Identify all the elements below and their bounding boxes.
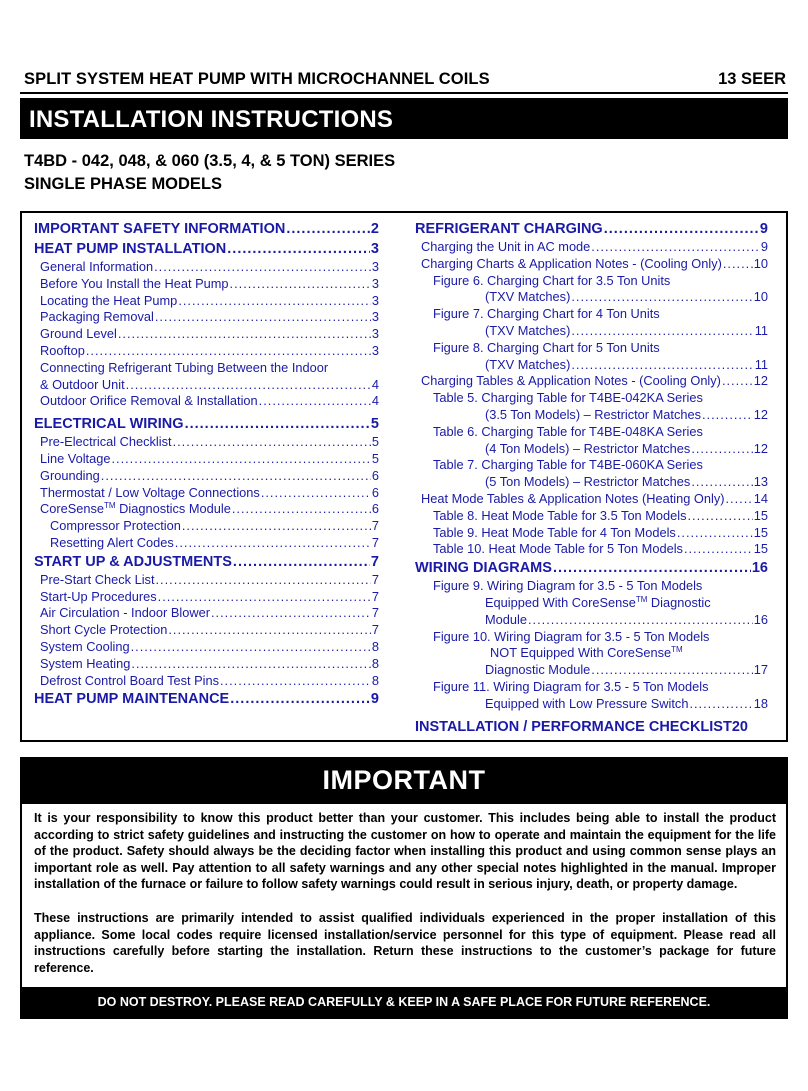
toc-item[interactable]: System Heating ..... 8	[34, 656, 379, 673]
toc-item[interactable]: Resetting Alert Codes ..... 7	[34, 535, 379, 552]
toc-section-startup[interactable]: START UP & ADJUSTMENTS ..... 7	[34, 552, 379, 572]
toc-item[interactable]: Pre-Electrical Checklist ..... 5	[34, 434, 379, 451]
toc-item[interactable]: General Information ..... 3	[34, 259, 379, 276]
toc-item[interactable]: Ground Level ..... 3	[34, 326, 379, 343]
toc-item[interactable]: Outdoor Orifice Removal & Installation ..... 4	[34, 393, 379, 410]
toc-section-checklist[interactable]: INSTALLATION / PERFORMANCE CHECKLIST20	[415, 718, 748, 735]
toc-item[interactable]: Short Cycle Protection ..... 7	[34, 622, 379, 639]
toc-item[interactable]: Equipped With CoreSense™ Diagnostic	[485, 594, 711, 610]
toc-item[interactable]: & Outdoor Unit ..... 4	[34, 377, 379, 394]
toc-item[interactable]: (3.5 Ton Models) – Restrictor Matches ..... 12	[415, 407, 768, 424]
toc-item[interactable]: Locating the Heat Pump ..... 3	[34, 293, 379, 310]
trademark-superscript: TM	[635, 594, 648, 604]
installation-instructions-banner: INSTALLATION INSTRUCTIONS	[20, 98, 788, 139]
toc-item[interactable]: Grounding ..... 6	[34, 468, 379, 485]
trademark-superscript: TM	[104, 501, 116, 511]
toc-item[interactable]: Table 7. Charging Table for T4BE-060KA Series	[433, 457, 703, 473]
toc-item[interactable]: Pre-Start Check List ..... 7	[34, 572, 379, 589]
table-of-contents	[20, 211, 788, 742]
toc-item[interactable]: NOT Equipped With CoreSense™	[490, 645, 683, 661]
important-banner: IMPORTANT	[20, 757, 788, 804]
model-series-line: T4BD - 042, 048, & 060 (3.5, 4, & 5 TON) SERIES	[24, 152, 396, 170]
header-rule	[20, 92, 788, 94]
toc-item[interactable]: Table 8. Heat Mode Table for 3.5 Ton Models ..... 15	[415, 508, 768, 525]
toc-item[interactable]: (4 Ton Models) – Restrictor Matches ..... 12	[415, 441, 768, 458]
toc-item[interactable]: Compressor Protection ..... 7	[34, 518, 379, 535]
toc-item[interactable]: Rooftop ..... 3	[34, 343, 379, 360]
toc-item[interactable]: Air Circulation - Indoor Blower ..... 7	[34, 605, 379, 622]
toc-item[interactable]: Packaging Removal ..... 3	[34, 309, 379, 326]
toc-item[interactable]: (TXV Matches) ..... 10	[415, 289, 768, 306]
toc-section-refrigerant[interactable]: REFRIGERANT CHARGING ..... 9	[415, 219, 768, 239]
toc-item[interactable]: Equipped with Low Pressure Switch ..... 18	[415, 696, 768, 713]
toc-item[interactable]: Heat Mode Tables & Application Notes (Heating Only) ..... 14	[415, 491, 768, 508]
toc-item[interactable]: Charging Charts & Application Notes - (Cooling Only) ..... 10	[415, 256, 768, 273]
important-notice	[20, 804, 788, 1019]
toc-item[interactable]: Before You Install the Heat Pump ..... 3	[34, 276, 379, 293]
toc-section-maintenance[interactable]: HEAT PUMP MAINTENANCE ..... 9	[34, 689, 379, 709]
do-not-destroy-notice: DO NOT DESTROY. PLEASE READ CAREFULLY & KEEP IN A SAFE PLACE FOR FUTURE REFERENCE.	[22, 987, 786, 1017]
toc-item[interactable]: Table 9. Heat Mode Table for 4 Ton Models ..... 15	[415, 525, 768, 542]
toc-item[interactable]: Figure 7. Charging Chart for 4 Ton Units	[433, 306, 660, 322]
toc-section-wiring[interactable]: WIRING DIAGRAMS ..... 16	[415, 558, 768, 578]
toc-item[interactable]: Table 6. Charging Table for T4BE-048KA Series	[433, 423, 703, 439]
seer-rating: 13 SEER	[718, 70, 786, 88]
toc-item[interactable]: Defrost Control Board Test Pins ..... 8	[34, 673, 379, 690]
document-header-title: SPLIT SYSTEM HEAT PUMP WITH MICROCHANNEL COILS	[24, 70, 490, 88]
toc-item[interactable]: System Cooling ..... 8	[34, 639, 379, 656]
toc-item[interactable]: Figure 8. Charging Chart for 5 Ton Units	[433, 339, 660, 355]
important-paragraph-qualified: These instructions are primarily intended to assist qualified individuals experienced in the proper installation of this appliance. Some local codes require licensed installation/service personnel for this type of equipment. Please read all instructions carefully before starting the installation. Return these instructions to the customer’s package for future reference.	[34, 911, 776, 975]
toc-item[interactable]: Table 5. Charging Table for T4BE-042KA Series	[433, 390, 703, 406]
toc-item[interactable]: Figure 6. Charging Chart for 3.5 Ton Units	[433, 272, 671, 288]
toc-item[interactable]: Charging the Unit in AC mode ..... 9	[415, 239, 768, 256]
toc-item[interactable]: (5 Ton Models) – Restrictor Matches ..... 13	[415, 474, 768, 491]
toc-item[interactable]: Start-Up Procedures ..... 7	[34, 589, 379, 606]
toc-item[interactable]: Figure 10. Wiring Diagram for 3.5 - 5 Ton Models	[433, 628, 710, 644]
toc-item[interactable]: CoreSense™ Diagnostics Module ..... 6	[34, 501, 379, 518]
toc-left-column	[34, 219, 379, 709]
toc-item[interactable]: (TXV Matches) ..... 11	[415, 323, 768, 340]
toc-item[interactable]: Figure 11. Wiring Diagram for 3.5 - 5 Ton Models	[433, 678, 709, 694]
toc-item[interactable]: (TXV Matches) ..... 11	[415, 357, 768, 374]
toc-item[interactable]: Charging Tables & Application Notes - (Cooling Only) ..... 12	[415, 373, 768, 390]
toc-item[interactable]: Thermostat / Low Voltage Connections ..... 6	[34, 485, 379, 502]
toc-item[interactable]: Line Voltage ..... 5	[34, 451, 379, 468]
important-paragraph-responsibility: It is your responsibility to know this product better than your customer. This includes being able to install the product according to strict safety guidelines and instructing the customer on how to operate and maintain the equipment for the life of the product. Safety should always be the deciding factor when installing this product and using common sense plays an important role as well. Pay attention to all safety warnings and any other special notes highlighted in the manual. Improper installation of the furnace or failure to follow safety warnings could result in serious injury, death, or property damage.	[34, 811, 776, 891]
toc-item[interactable]: Connecting Refrigerant Tubing Between the Indoor	[40, 359, 329, 375]
model-description	[24, 150, 395, 196]
toc-item[interactable]: Table 10. Heat Mode Table for 5 Ton Models ..... 15	[415, 541, 768, 558]
toc-right-column	[415, 219, 768, 737]
model-phase-line: SINGLE PHASE MODELS	[24, 175, 223, 193]
toc-item[interactable]: Module ..... 16	[415, 612, 768, 629]
toc-item[interactable]: Figure 9. Wiring Diagram for 3.5 - 5 Ton Models	[433, 578, 703, 594]
toc-item[interactable]: Diagnostic Module ..... 17	[415, 662, 768, 679]
toc-section-electrical[interactable]: ELECTRICAL WIRING ..... 5	[34, 414, 379, 434]
trademark-superscript: TM	[671, 645, 683, 655]
toc-section-installation[interactable]: HEAT PUMP INSTALLATION ..... 3	[34, 239, 379, 259]
toc-section-safety[interactable]: IMPORTANT SAFETY INFORMATION ..... 2	[34, 219, 379, 239]
